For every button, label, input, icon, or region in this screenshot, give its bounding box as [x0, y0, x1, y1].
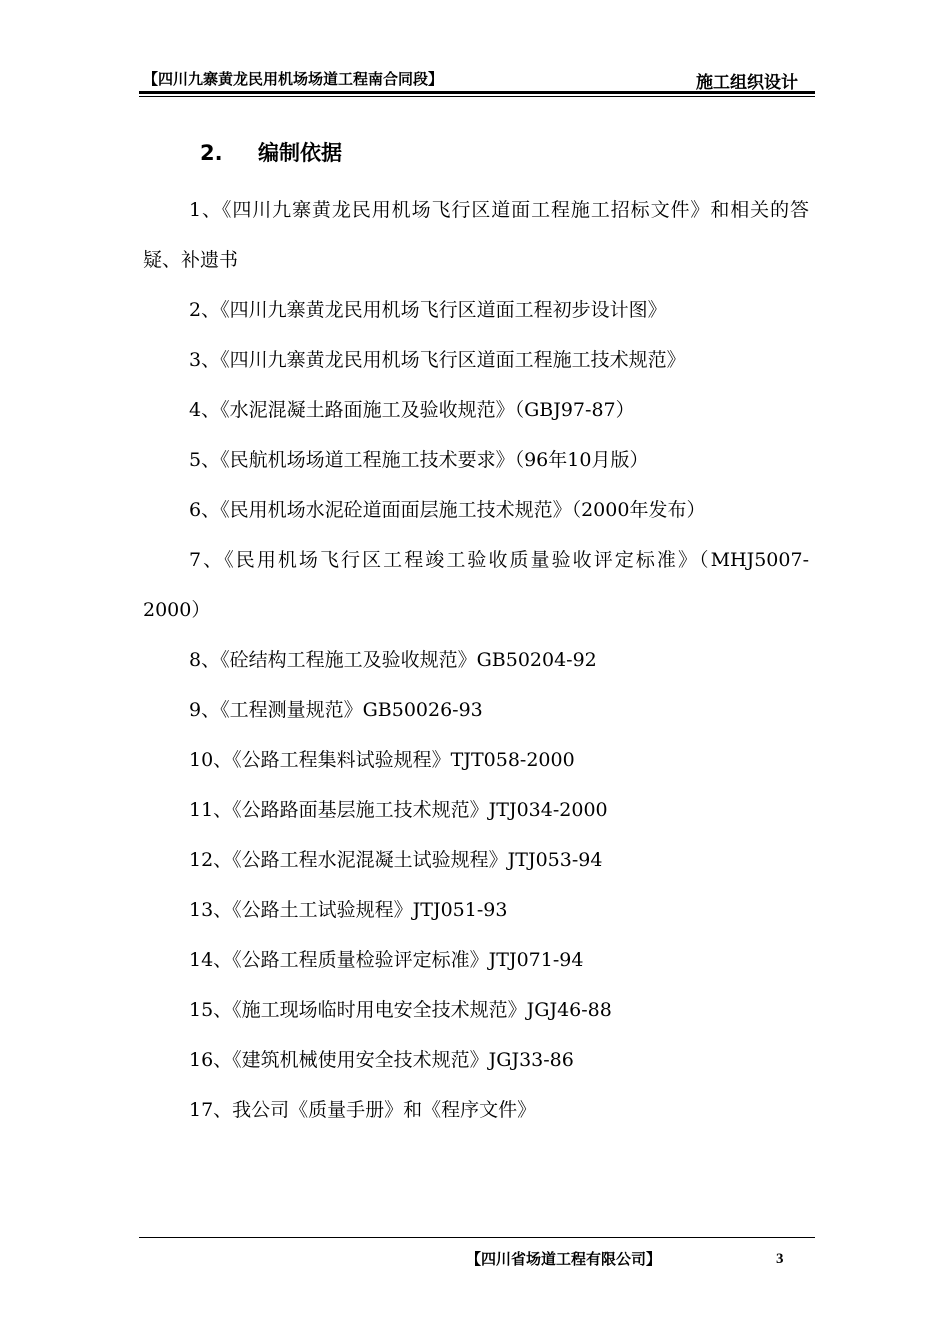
section-heading	[200, 137, 342, 167]
list-item: 12、《公路工程水泥混凝土试验规程》JTJ053-94	[189, 849, 603, 871]
list-item: 15、《施工现场临时用电安全技术规范》JGJ46-88	[189, 999, 612, 1021]
list-item: 16、《建筑机械使用安全技术规范》JGJ33-86	[189, 1049, 574, 1071]
list-item: 2、《四川九寨黄龙民用机场飞行区道面工程初步设计图》	[189, 299, 667, 321]
list-item: 11、《公路路面基层施工技术规范》JTJ034-2000	[189, 799, 608, 821]
section-number: 2.	[200, 141, 223, 165]
footer-company-name: 【四川省场道工程有限公司】	[466, 1250, 662, 1268]
list-item: 4、《水泥混凝土路面施工及验收规范》（GBJ97-87）	[189, 399, 635, 421]
header-divider	[139, 91, 815, 94]
section-title: 编制依据	[258, 141, 342, 165]
list-item: 3、《四川九寨黄龙民用机场飞行区道面工程施工技术规范》	[189, 349, 686, 371]
list-item: 5、《民航机场场道工程施工技术要求》（96年10月版）	[189, 449, 649, 471]
footer-divider	[139, 1237, 815, 1238]
list-item: 13、《公路土工试验规程》JTJ051-93	[189, 899, 508, 921]
list-item: 9、《工程测量规范》GB50026-93	[189, 699, 483, 721]
page-number: 3	[776, 1251, 784, 1267]
list-item: 6、《民用机场水泥砼道面面层施工技术规范》（2000年发布）	[189, 499, 706, 521]
header-divider-thin	[139, 96, 815, 97]
list-item: 1、《四川九寨黄龙民用机场飞行区道面工程施工招标文件》和相关的答疑、补遗书	[143, 199, 809, 271]
header-document-type: 施工组织设计	[696, 73, 798, 93]
list-item: 8、《砼结构工程施工及验收规范》GB50204-92	[189, 649, 597, 671]
list-item: 7、《民用机场飞行区工程竣工验收质量验收评定标准》（MHJ5007-2000）	[143, 549, 809, 621]
header-project-title: 【四川九寨黄龙民用机场场道工程南合同段】	[143, 70, 444, 88]
list-item: 10、《公路工程集料试验规程》TJT058-2000	[189, 749, 575, 771]
basis-list	[143, 185, 809, 1135]
list-item: 14、《公路工程质量检验评定标准》JTJ071-94	[189, 949, 584, 971]
list-item: 17、我公司《质量手册》和《程序文件》	[189, 1099, 537, 1121]
